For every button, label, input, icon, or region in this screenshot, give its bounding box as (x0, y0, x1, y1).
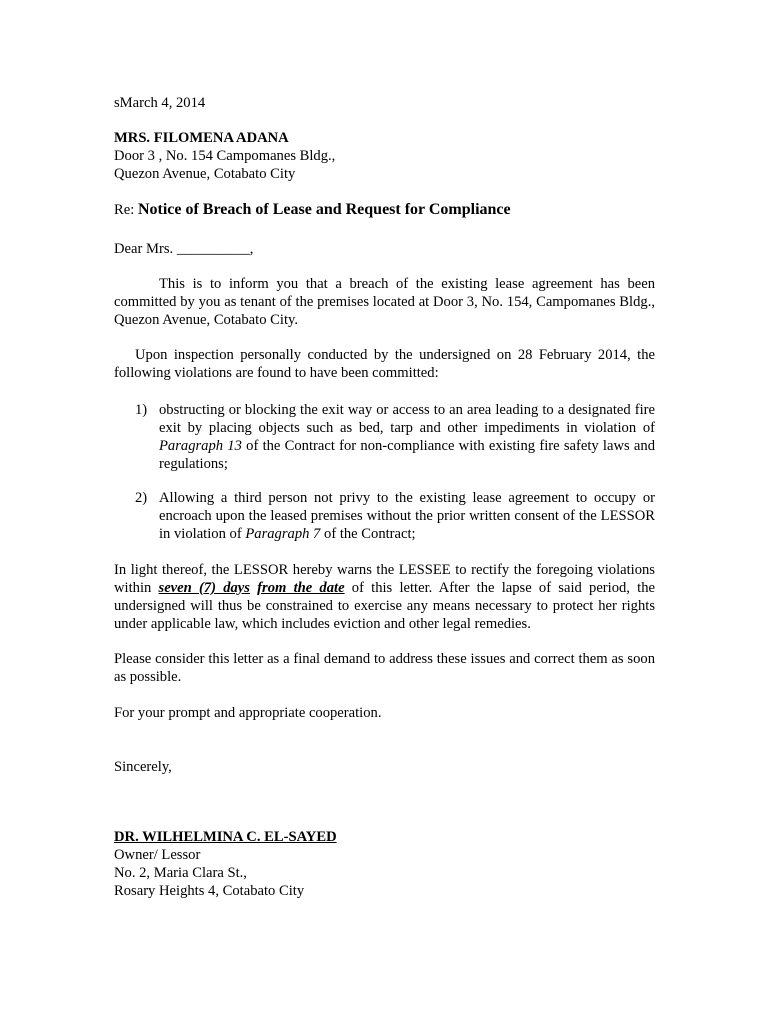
violation-1-text-after: of the Contract for non-compliance with existing fire safety laws and regulations; (159, 438, 655, 472)
violation-1-paragraph-ref: Paragraph 13 (159, 438, 242, 454)
violation-2-paragraph-ref: Paragraph 7 (245, 526, 321, 542)
subject-line (114, 201, 511, 219)
recipient-name: MRS. FILOMENA ADANA (114, 130, 289, 146)
recipient-address-line2: Quezon Avenue, Cotabato City (114, 166, 296, 182)
violation-1-text-before: obstructing or blocking the exit way or access to an area leading to a designated fire exit by placing objects such as bed, tarp and other impediments in violation of (159, 402, 655, 436)
letter-date: sMarch 4, 2014 (114, 95, 206, 111)
paragraph-inspection: Upon inspection personally conducted by the undersigned on 28 February 2014, the following violations are found to have been committed: (114, 347, 655, 381)
violation-1-number: 1) (135, 402, 148, 418)
violation-2-text-before: Allowing a third person not privy to the existing lease agreement to occupy or encroach upon the leased premises without the prior written consent of the LESSOR in violation of (159, 490, 655, 542)
salutation: Dear Mrs. __________, (114, 241, 254, 257)
violation-2-text (159, 489, 655, 543)
signer-title: Owner/ Lessor (114, 847, 201, 863)
signer-address-line1: No. 2, Maria Clara St., (114, 865, 247, 881)
warning-from-date: from the date (257, 580, 345, 596)
signer-address-line2: Rosary Heights 4, Cotabato City (114, 883, 305, 899)
violation-1-text (159, 401, 655, 473)
recipient-address-line1: Door 3 , No. 154 Campomanes Bldg., (114, 148, 336, 164)
warning-deadline: seven (7) days (158, 580, 250, 596)
subject-title: Notice of Breach of Lease and Request for Compliance (137, 201, 511, 218)
violation-2-number: 2) (135, 490, 148, 506)
closing: Sincerely, (114, 759, 172, 775)
re-prefix: Re: (114, 202, 135, 218)
paragraph-breach-notice: This is to inform you that a breach of the existing lease agreement has been committed by you as tenant of the premises located at Door 3, No. 154, Campomanes Bldg., Quezon Avenue, Cotabato City. (114, 276, 655, 328)
signer-name: DR. WILHELMINA C. EL-SAYED (114, 829, 337, 845)
paragraph-cooperation: For your prompt and appropriate cooperation. (114, 705, 382, 721)
warning-text-before: In light thereof, the LESSOR hereby warns the LESSEE to rectify the foregoing violations within (114, 562, 655, 596)
paragraph-warning (114, 561, 655, 633)
warning-text-after: of this letter. After the lapse of said period, the undersigned will thus be constrained to exercise any means necessary to protect her rights under applicable law, which includes eviction and other legal remedies. (114, 580, 655, 632)
paragraph-final-demand: Please consider this letter as a final demand to address these issues and correct them as soon as possible. (114, 651, 655, 685)
violation-2-text-after: of the Contract; (324, 526, 416, 542)
